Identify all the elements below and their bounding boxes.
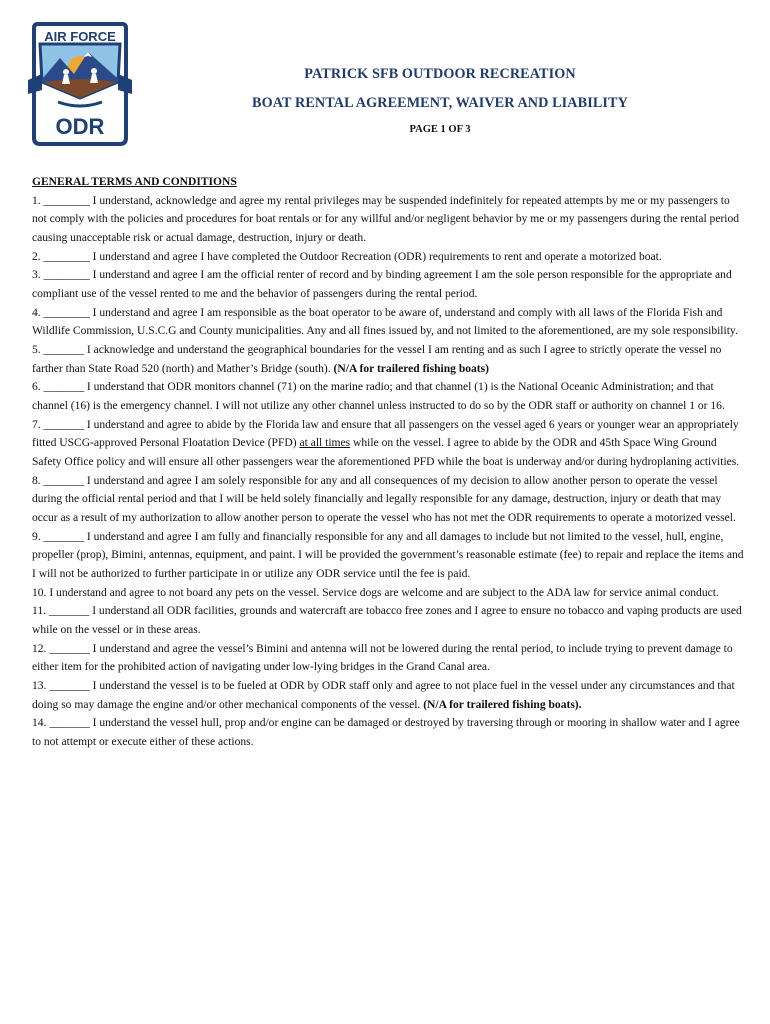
clause-10: 10. I understand and agree to not board any pets on the vessel. Service dogs are welcome and are subject to the ADA law for service animal conduct.: [32, 586, 719, 599]
page-number: PAGE 1 OF 3: [409, 124, 471, 135]
clause-7-text-before: 7. _______ I understand and agree to abide by the Florida law and ensure that all passengers on the vessel aged 6 years or younger wear an appropriately fitted USCG-approved Personal Floatation Device (PFD): [32, 418, 739, 450]
logo-bottom-text: ODR: [55, 114, 105, 139]
air-force-odr-logo: [28, 22, 132, 146]
clause-5: [32, 341, 744, 378]
clause-5-note: (N/A for trailered fishing boats): [333, 362, 489, 375]
clause-5-text: 5. _______ I acknowledge and understand the geographical boundaries for the vessel I am renting and as such I agree to strictly operate the vessel no farther than State Road 520 (north) and Mather’s Bridge (south).: [32, 344, 722, 375]
logo-top-text: AIR FORCE: [44, 29, 116, 44]
clause-12: 12. _______ I understand and agree the vessel’s Bimini and antenna will not be lowered during the rental period, to include trying to prevent damage to either item for the prohibited action of navigating under low-lying bridges in the Grand Canal area.: [32, 642, 733, 674]
document-title: PATRICK SFB OUTDOOR RECREATION: [304, 66, 576, 82]
clause-13-note: (N/A for trailered fishing boats).: [423, 698, 582, 711]
clause-1: 1. ________ I understand, acknowledge and agree my rental privileges may be suspended indefinitely for repeated attempts by me or my passengers to not comply with the policies and procedures for boat rentals or for any willful and/or negligent behavior by me or my passengers during the rental period causing unacceptable risk or actual damage, destruction, injury or death.: [32, 194, 740, 245]
clause-7-emphasis: at all times: [299, 437, 351, 450]
clause-7-text-after: while on the vessel. I agree to abide by the ODR and 45th Space Wing Ground Safety Office policy and will ensure all other passengers wear the aforementioned PFD while the boat is underway and/or during hydroplaning activities.: [32, 437, 740, 469]
clause-11: 11. _______ I understand all ODR facilities, grounds and watercraft are tobacco free zones and I agree to ensure no tobacco and vaping products are used while on the vessel or in these areas.: [32, 605, 742, 637]
clause-13-text: 13. _______ I understand the vessel is to be fueled at ODR by ODR staff only and agree to not place fuel in the vessel under any circumstances and that doing so may damage the engine and/or other mechanical components of the vessel.: [32, 680, 735, 711]
clause-7: [32, 416, 744, 472]
clause-8: 8. _______ I understand and agree I am solely responsible for any and all consequences of my decision to allow another person to operate the vessel during the official rental period and that I will be held solely financially and legally responsible for any damage, destruction, injury or death that may occur as a result of my authorization to allow another person to operate the vessel who has not met the ODR requirements to operate a motorized vessel.: [32, 474, 736, 525]
clause-4: 4. ________ I understand and agree I am responsible as the boat operator to be aware of, understand and comply with all laws of the Florida Fish and Wildlife Commission, U.S.C.G and County municipalities. Any and all fines issued by, and not limited to the aforementioned, are my sole responsibility.: [32, 306, 738, 338]
section-heading: GENERAL TERMS AND CONDITIONS: [32, 176, 237, 188]
clause-3: 3. ________ I understand and agree I am the official renter of record and by binding agreement I am the sole person responsible for the appropriate and compliant use of the vessel rented to me and the behavior of passengers during the rental period.: [32, 269, 732, 301]
clause-13: [32, 677, 744, 714]
document-subtitle: BOAT RENTAL AGREEMENT, WAIVER AND LIABILITY: [252, 95, 628, 111]
clause-9: 9. _______ I understand and agree I am fully and financially responsible for any and all damages to include but not limited to the vessel, hull, engine, propeller (prop), Bimini, antennas, equipment, and paint. I will be provided the government’s reasonable estimate (fee) to repair and replace the items and I will not be authorized to further participate in or utilize any ODR service until the fee is paid.: [32, 530, 744, 581]
clause-6: 6. _______ I understand that ODR monitors channel (71) on the marine radio; and that channel (1) is the National Oceanic Administration; and that channel (16) is the emergency channel. I will not utilize any other channel unless instructed to do so by the ODR staff or authority on channel 1 or 16.: [32, 381, 725, 413]
clause-14: 14. _______ I understand the vessel hull, prop and/or engine can be damaged or destroyed by traversing through or mooring in shallow water and I agree to not attempt or execute either of these actions.: [32, 717, 740, 749]
logo-figure-head: [63, 69, 69, 75]
logo-figure2-head: [91, 68, 97, 74]
clause-2: 2. ________ I understand and agree I have completed the Outdoor Recreation (ODR) requirements to rent and operate a motorized boat.: [32, 250, 662, 263]
terms-body: [32, 173, 744, 752]
